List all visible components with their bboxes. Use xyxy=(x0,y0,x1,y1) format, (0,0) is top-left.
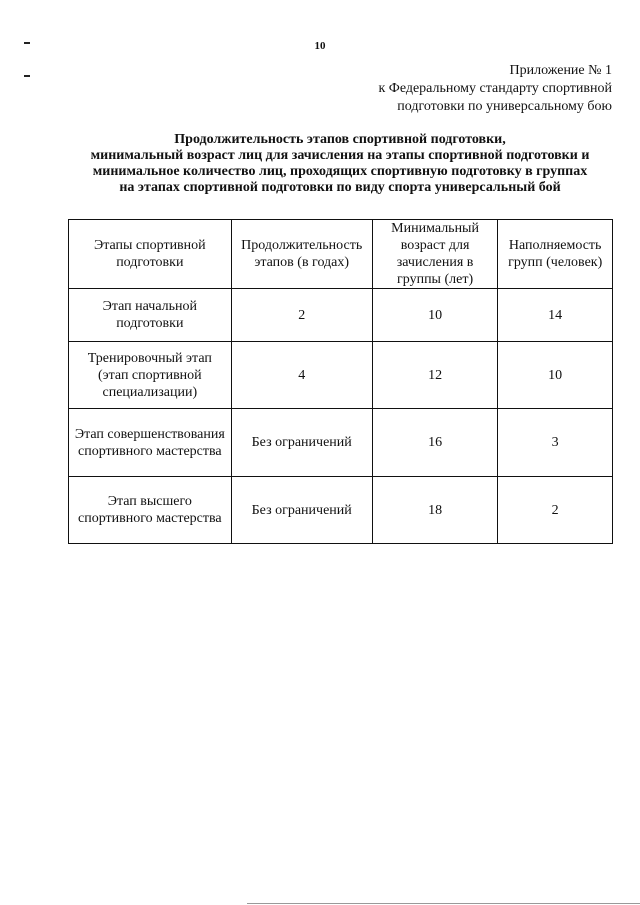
header-min-age: Минимальный возраст для зачисления в группы (лет) xyxy=(372,220,498,289)
cell-group-size: 3 xyxy=(498,409,613,477)
title-line-1: Продолжительность этапов спортивной подготовки, xyxy=(174,132,506,147)
cell-min-age: 12 xyxy=(372,342,498,409)
cell-min-age: 18 xyxy=(372,477,498,544)
margin-mark-bottom xyxy=(24,75,30,77)
appendix-heading xyxy=(378,62,612,116)
cell-duration: 4 xyxy=(231,342,372,409)
header-duration: Продолжительность этапов (в годах) xyxy=(231,220,372,289)
appendix-line-2: к Федеральному стандарту спортивной xyxy=(378,81,612,96)
table-row xyxy=(69,289,613,342)
title-line-4: на этапах спортивной подготовки по виду спорта универсальный бой xyxy=(119,180,561,195)
cell-stage: Тренировочный этап (этап спортивной специализации) xyxy=(69,342,232,409)
title-line-3: минимальное количество лиц, проходящих спортивную подготовку в группах xyxy=(92,164,588,179)
cell-duration: 2 xyxy=(231,289,372,342)
cell-group-size: 2 xyxy=(498,477,613,544)
cell-group-size: 14 xyxy=(498,289,613,342)
header-stage: Этапы спортивной подготовки xyxy=(69,220,232,289)
table-row xyxy=(69,409,613,477)
cell-min-age: 10 xyxy=(372,289,498,342)
cell-duration: Без ограничений xyxy=(231,409,372,477)
document-title xyxy=(60,132,620,196)
cell-duration: Без ограничений xyxy=(231,477,372,544)
stages-table xyxy=(68,219,613,544)
page-number: 10 xyxy=(314,40,326,52)
table-row xyxy=(69,342,613,409)
scan-edge-line xyxy=(247,903,640,904)
cell-group-size: 10 xyxy=(498,342,613,409)
cell-min-age: 16 xyxy=(372,409,498,477)
title-line-2: минимальный возраст лиц для зачисления на этапы спортивной подготовки и xyxy=(90,148,590,163)
header-group-size: Наполняемость групп (человек) xyxy=(498,220,613,289)
table-header-row xyxy=(69,220,613,289)
table-row xyxy=(69,477,613,544)
cell-stage: Этап совершенствования спортивного мастерства xyxy=(69,409,232,477)
cell-stage: Этап начальной подготовки xyxy=(69,289,232,342)
cell-stage: Этап высшего спортивного мастерства xyxy=(69,477,232,544)
appendix-line-3: подготовки по универсальному бою xyxy=(397,99,612,114)
appendix-line-1: Приложение № 1 xyxy=(509,63,612,78)
